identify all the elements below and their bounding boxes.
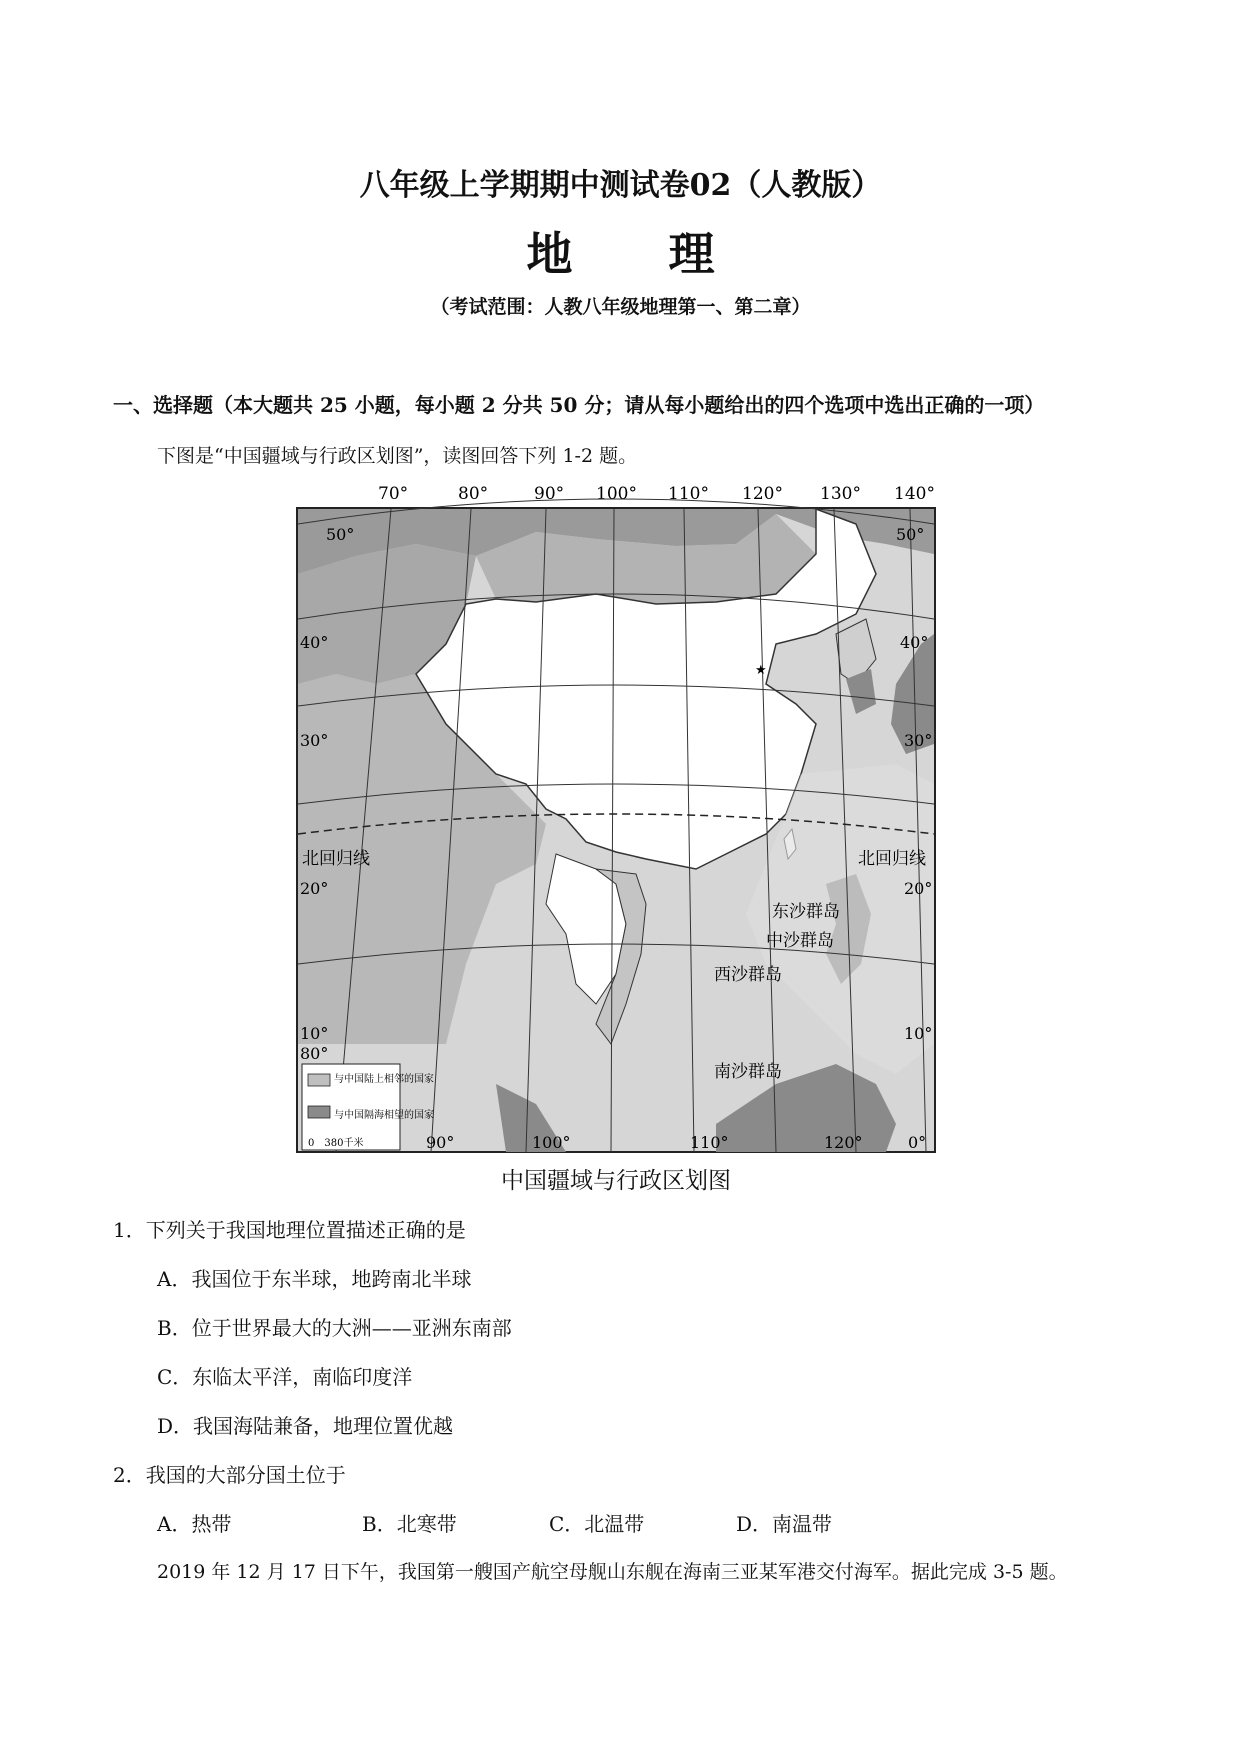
island-label: 南沙群岛 — [714, 1062, 782, 1082]
lon-label-bottom: 0° — [908, 1133, 927, 1152]
lon-label: 70° — [378, 484, 409, 504]
question-2-option-d: D．南温带 — [736, 1512, 833, 1536]
lat-label: 20° — [300, 879, 329, 898]
lat-label: 50° — [326, 525, 355, 544]
paper-title: 八年级上学期期中测试卷02（人教版） — [359, 168, 882, 203]
map-intro: 下图是“中国疆域与行政区划图”，读图回答下列 1-2 题。 — [157, 445, 638, 467]
question-1-stem: 1．下列关于我国地理位置描述正确的是 — [113, 1218, 466, 1242]
question-2-option-b: B．北寒带 — [362, 1512, 457, 1536]
lon-label: 130° — [820, 484, 861, 504]
lat-label: 40° — [900, 633, 929, 652]
question-1-option-c: C．东临太平洋，南临印度洋 — [157, 1365, 413, 1389]
question-context: 2019 年 12 月 17 日下午，我国第一艘国产航空母舰山东舰在海南三亚某军港交付海军。据此完成 3-5 题。 — [157, 1561, 1068, 1583]
tropic-label-left: 北回归线 — [302, 849, 370, 869]
exam-scope: （考试范围：人教八年级地理第一、第二章） — [430, 296, 811, 318]
lon-label: 80° — [458, 484, 489, 504]
island-label: 中沙群岛 — [766, 931, 834, 951]
question-1-option-a: A．我国位于东半球，地跨南北半球 — [157, 1267, 472, 1291]
lon-label-bottom: 120° — [824, 1133, 863, 1152]
island-label: 东沙群岛 — [772, 902, 840, 922]
lat-label: 30° — [300, 731, 329, 750]
legend-sea-label: 与中国隔海相望的国家 — [334, 1110, 434, 1121]
lat-label: 40° — [300, 633, 329, 652]
lon-label-bottom: 90° — [426, 1133, 455, 1152]
lon-label: 110° — [668, 484, 709, 504]
lon-label-bottom: 100° — [532, 1133, 571, 1152]
section-heading: 一、选择题（本大题共 25 小题，每小题 2 分共 50 分；请从每小题给出的四个选项中选出正确的一项） — [113, 393, 1045, 417]
lat-label: 20° — [904, 879, 933, 898]
island-label: 西沙群岛 — [714, 965, 782, 985]
tropic-label-right: 北回归线 — [858, 849, 926, 869]
question-1-option-d: D．我国海陆兼备，地理位置优越 — [157, 1414, 454, 1438]
lon-label: 100° — [596, 484, 637, 504]
lon-label: 120° — [742, 484, 783, 504]
question-1-option-b: B．位于世界最大的大洲——亚洲东南部 — [157, 1316, 512, 1340]
subject-title: 地 理 — [526, 227, 755, 281]
lat-label: 10° — [300, 1024, 329, 1043]
question-2-option-c: C．北温带 — [549, 1512, 645, 1536]
china-territory-map — [296, 484, 936, 1169]
lon-label-bottom: 110° — [690, 1133, 729, 1152]
map-caption: 中国疆域与行政区划图 — [501, 1168, 731, 1194]
capital-star-icon: ★ — [755, 663, 767, 678]
lat-label: 50° — [896, 525, 925, 544]
lon-label: 90° — [534, 484, 565, 504]
lat-label-80: 80° — [300, 1044, 329, 1063]
lat-label: 10° — [904, 1024, 933, 1043]
lat-label: 30° — [904, 731, 933, 750]
lon-label: 140° — [894, 484, 935, 504]
legend-scale: 0 380千米 — [308, 1138, 364, 1149]
question-2-stem: 2．我国的大部分国土位于 — [113, 1463, 346, 1487]
question-2-option-a: A．热带 — [157, 1512, 232, 1536]
legend-land-label: 与中国陆上相邻的国家 — [334, 1074, 434, 1085]
